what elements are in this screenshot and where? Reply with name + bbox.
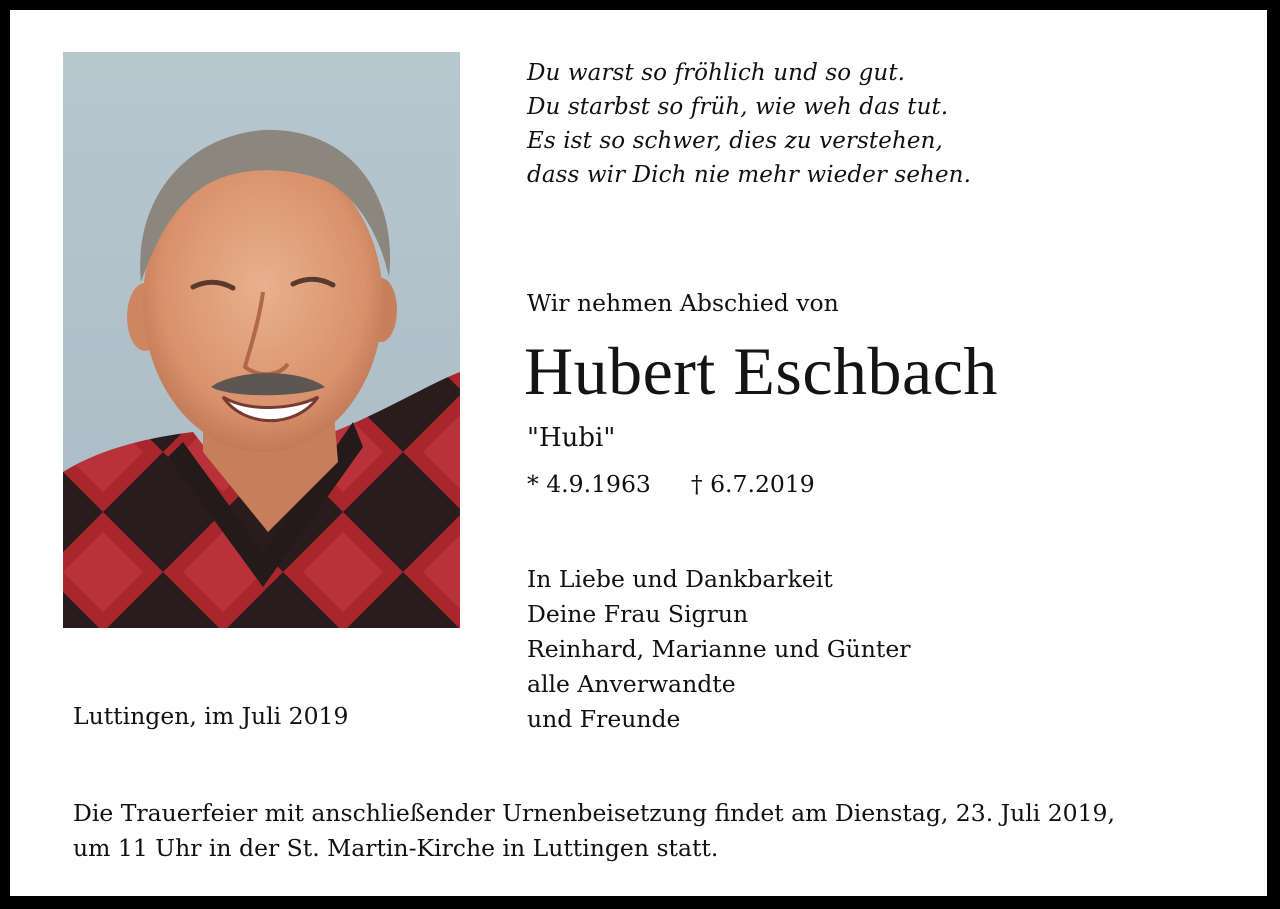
birth-date: * 4.9.1963 [527, 470, 651, 498]
life-dates [527, 468, 815, 500]
deceased-nickname: "Hubi" [527, 423, 616, 453]
poem-line: Es ist so schwer, dies zu verstehen, [527, 128, 943, 154]
mourner-line: In Liebe und Dankbarkeit [527, 565, 833, 593]
service-notice [73, 796, 1115, 866]
place-date: Luttingen, im Juli 2019 [73, 702, 349, 730]
poem-line: dass wir Dich nie mehr wieder sehen. [527, 162, 971, 188]
portrait-photo [63, 52, 460, 628]
obituary-card [10, 10, 1267, 896]
farewell-intro: Wir nehmen Abschied von [527, 289, 839, 317]
mourner-line: Deine Frau Sigrun [527, 600, 749, 628]
mourner-line: Reinhard, Marianne und Günter [527, 635, 911, 663]
mourner-line: und Freunde [527, 705, 681, 733]
poem-line: Du starbst so früh, wie weh das tut. [527, 94, 949, 120]
service-notice-line: um 11 Uhr in der St. Martin-Kirche in Luttingen statt. [73, 834, 719, 862]
portrait-image [63, 52, 460, 628]
death-date: † 6.7.2019 [690, 470, 815, 498]
service-notice-line: Die Trauerfeier mit anschließender Urnenbeisetzung findet am Dienstag, 23. Juli 2019, [73, 799, 1115, 827]
mourners-list [527, 562, 911, 737]
deceased-name: Hubert Eschbach [524, 333, 998, 409]
poem [527, 56, 971, 192]
mourner-line: alle Anverwandte [527, 670, 736, 698]
poem-line: Du warst so fröhlich und so gut. [527, 60, 906, 86]
